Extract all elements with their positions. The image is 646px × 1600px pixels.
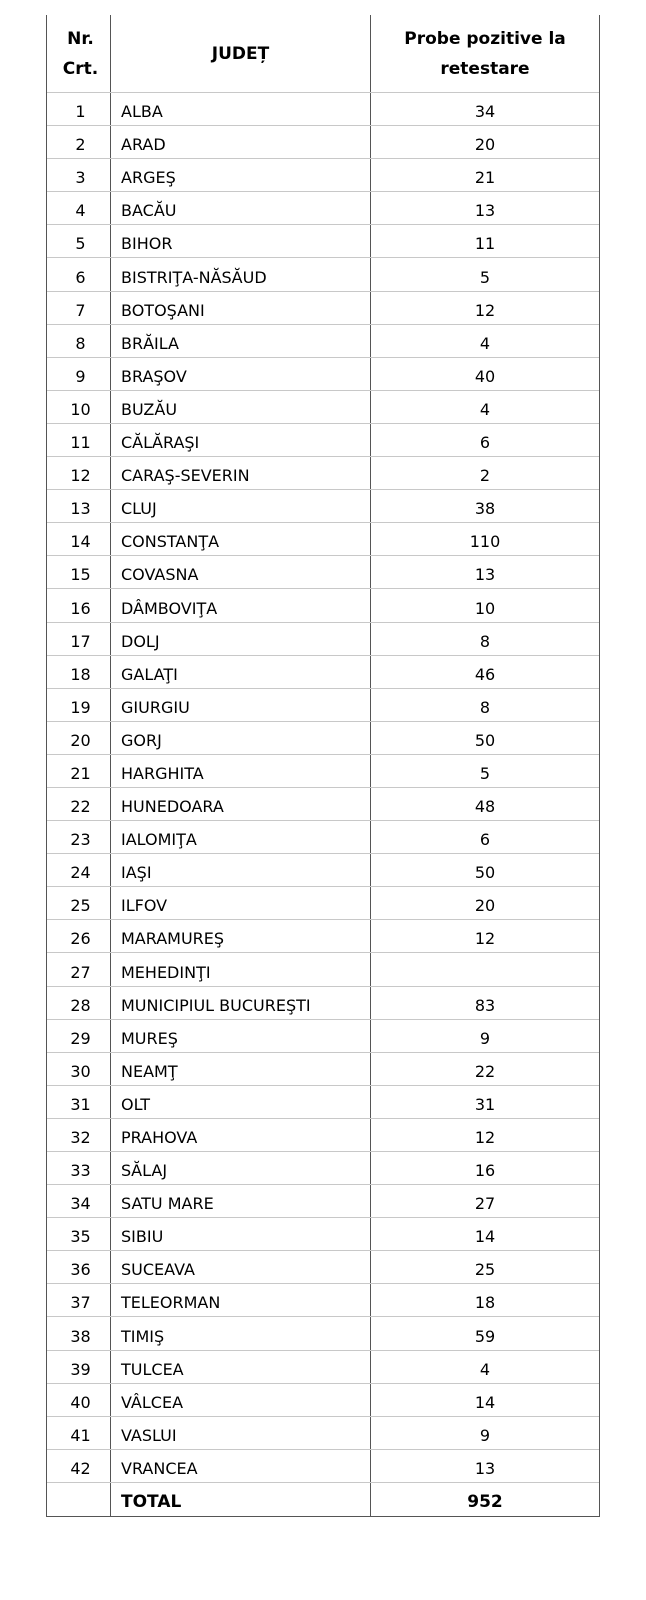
table-row (47, 357, 599, 390)
table-body (47, 92, 599, 1482)
row-nr: 4 (47, 192, 111, 224)
row-value: 6 (479, 433, 491, 453)
header-probe-line2: retestare (440, 58, 530, 79)
row-judet: TIMIŞ (111, 1317, 371, 1349)
table-row (47, 919, 599, 952)
row-nr: 14 (47, 523, 111, 555)
row-judet: MEHEDINŢI (111, 953, 371, 985)
row-judet: TELEORMAN (111, 1284, 371, 1316)
row-value: 13 (474, 201, 496, 221)
row-nr: 12 (47, 457, 111, 489)
header-nr-line2: Crt. (62, 58, 99, 79)
row-judet: CARAŞ-SEVERIN (111, 457, 371, 489)
table-row (47, 986, 599, 1019)
row-judet: DOLJ (111, 623, 371, 655)
table-row (47, 125, 599, 158)
table-row (47, 390, 599, 423)
row-judet: MUREŞ (111, 1020, 371, 1052)
row-judet: NEAMŢ (111, 1053, 371, 1085)
table-row (47, 191, 599, 224)
row-nr: 26 (47, 920, 111, 952)
table-row (47, 1019, 599, 1052)
row-value: 9 (479, 1028, 491, 1048)
row-judet: SATU MARE (111, 1185, 371, 1217)
table-row (47, 787, 599, 820)
row-judet: BUZĂU (111, 391, 371, 423)
table-row (47, 622, 599, 655)
row-value: 18 (474, 1293, 496, 1313)
row-nr: 8 (47, 325, 111, 357)
table-row (47, 1283, 599, 1316)
row-nr: 33 (47, 1152, 111, 1184)
row-value: 4 (479, 1359, 491, 1379)
row-judet: BRĂILA (111, 325, 371, 357)
header-judet-label: JUDEȚ (211, 43, 270, 64)
table-row (47, 224, 599, 257)
row-judet: BISTRIŢA-NĂSĂUD (111, 258, 371, 290)
table-row (47, 754, 599, 787)
row-judet: IAŞI (111, 854, 371, 886)
table-row (47, 1184, 599, 1217)
row-judet: GORJ (111, 722, 371, 754)
row-nr: 6 (47, 258, 111, 290)
row-value: 11 (474, 234, 496, 254)
row-nr: 1 (47, 93, 111, 125)
table-header (47, 15, 599, 92)
row-value: 31 (474, 1094, 496, 1114)
row-judet: TULCEA (111, 1351, 371, 1383)
row-judet: COVASNA (111, 556, 371, 588)
row-value: 83 (474, 995, 496, 1015)
row-nr: 21 (47, 755, 111, 787)
row-nr: 23 (47, 821, 111, 853)
row-judet: ALBA (111, 93, 371, 125)
table-row (47, 92, 599, 125)
row-judet: OLT (111, 1086, 371, 1118)
row-nr: 32 (47, 1119, 111, 1151)
header-nr-crt (47, 15, 111, 92)
row-value: 8 (479, 697, 491, 717)
row-judet: CONSTANŢA (111, 523, 371, 555)
row-nr: 28 (47, 987, 111, 1019)
header-judet (111, 15, 371, 92)
row-judet: CLUJ (111, 490, 371, 522)
row-judet: BRAŞOV (111, 358, 371, 390)
row-nr: 34 (47, 1185, 111, 1217)
row-judet: BIHOR (111, 225, 371, 257)
row-value: 50 (474, 863, 496, 883)
row-judet: GIURGIU (111, 689, 371, 721)
row-value: 12 (474, 929, 496, 949)
row-judet: CĂLĂRAŞI (111, 424, 371, 456)
row-nr: 20 (47, 722, 111, 754)
row-judet: PRAHOVA (111, 1119, 371, 1151)
row-value: 13 (474, 1458, 496, 1478)
row-value: 110 (469, 532, 501, 552)
table-row (47, 886, 599, 919)
row-value: 12 (474, 300, 496, 320)
row-nr: 24 (47, 854, 111, 886)
table-row (47, 688, 599, 721)
row-value: 25 (474, 1260, 496, 1280)
row-nr: 25 (47, 887, 111, 919)
table-row (47, 522, 599, 555)
row-nr: 37 (47, 1284, 111, 1316)
row-value: 16 (474, 1161, 496, 1181)
row-value: 12 (474, 1128, 496, 1147)
table-row (47, 655, 599, 688)
row-value: 34 (474, 102, 496, 122)
row-nr: 10 (47, 391, 111, 423)
row-value: 13 (474, 565, 496, 585)
row-judet: SIBIU (111, 1218, 371, 1250)
row-value: 27 (474, 1194, 496, 1214)
total-label: TOTAL (111, 1483, 371, 1516)
table-row (47, 1449, 599, 1482)
total-nr (47, 1483, 111, 1516)
table-row (47, 1250, 599, 1283)
row-judet: DÂMBOVIŢA (111, 589, 371, 621)
row-judet: VRANCEA (111, 1450, 371, 1482)
row-nr: 13 (47, 490, 111, 522)
row-nr: 16 (47, 589, 111, 621)
row-value: 40 (474, 366, 496, 386)
table-row (47, 158, 599, 191)
header-nr-line1: Nr. (67, 28, 94, 49)
table-row (47, 1085, 599, 1118)
row-judet: IALOMIŢA (111, 821, 371, 853)
row-value: 59 (474, 1326, 496, 1346)
table-row (47, 324, 599, 357)
row-nr: 9 (47, 358, 111, 390)
row-nr: 42 (47, 1450, 111, 1482)
row-judet: ILFOV (111, 887, 371, 919)
total-row (47, 1482, 599, 1516)
row-value: 9 (479, 1425, 491, 1445)
row-value: 14 (474, 1392, 496, 1412)
row-value: 14 (474, 1227, 496, 1247)
table-row (47, 853, 599, 886)
row-nr: 40 (47, 1384, 111, 1416)
row-judet: ARAD (111, 126, 371, 158)
row-nr: 19 (47, 689, 111, 721)
row-judet: BOTOŞANI (111, 292, 371, 324)
row-judet: HARGHITA (111, 755, 371, 787)
table-row (47, 1350, 599, 1383)
row-judet: VASLUI (111, 1417, 371, 1449)
row-nr: 17 (47, 623, 111, 655)
table-row (47, 1118, 599, 1151)
row-judet: ARGEŞ (111, 159, 371, 191)
row-nr: 2 (47, 126, 111, 158)
row-value: 21 (474, 168, 496, 188)
row-nr: 11 (47, 424, 111, 456)
table-row (47, 1151, 599, 1184)
row-value: 50 (474, 730, 496, 750)
table-row (47, 588, 599, 621)
row-nr: 38 (47, 1317, 111, 1349)
row-value: 22 (474, 1061, 496, 1081)
table-row (47, 489, 599, 522)
row-nr: 5 (47, 225, 111, 257)
table-row (47, 820, 599, 853)
row-judet: HUNEDOARA (111, 788, 371, 820)
row-value: 10 (474, 598, 496, 618)
row-judet: BACĂU (111, 192, 371, 224)
row-value: 6 (479, 830, 491, 850)
table-row (47, 456, 599, 489)
row-value: 5 (479, 763, 491, 783)
header-probe-line1: Probe pozitive la (404, 28, 566, 49)
row-value: 20 (474, 135, 496, 155)
row-nr: 35 (47, 1218, 111, 1250)
table-row (47, 721, 599, 754)
row-value: 46 (474, 664, 496, 684)
table-row (47, 1416, 599, 1449)
row-nr: 3 (47, 159, 111, 191)
row-judet: MUNICIPIUL BUCUREŞTI (111, 987, 371, 1019)
row-value: 4 (479, 333, 491, 353)
row-nr: 18 (47, 656, 111, 688)
row-judet: GALAŢI (111, 656, 371, 688)
total-value: 952 (467, 1491, 503, 1512)
table-row (47, 1316, 599, 1349)
row-nr: 29 (47, 1020, 111, 1052)
row-nr: 39 (47, 1351, 111, 1383)
row-judet: SĂLAJ (111, 1152, 371, 1184)
row-nr: 27 (47, 953, 111, 985)
row-value: 48 (474, 797, 496, 817)
table-row (47, 291, 599, 324)
row-value: 38 (474, 499, 496, 519)
row-judet: VÂLCEA (111, 1384, 371, 1416)
row-nr: 36 (47, 1251, 111, 1283)
row-value: 4 (479, 399, 491, 419)
table-row (47, 952, 599, 985)
row-value: 2 (479, 466, 491, 486)
row-value: 20 (474, 896, 496, 916)
table-row (47, 1052, 599, 1085)
row-value: 8 (479, 631, 491, 651)
row-judet: MARAMUREŞ (111, 920, 371, 952)
table-row (47, 1383, 599, 1416)
table-row (47, 257, 599, 290)
table-row (47, 423, 599, 456)
row-value: 5 (479, 267, 491, 287)
table-row (47, 555, 599, 588)
header-probe (371, 15, 599, 92)
row-nr: 15 (47, 556, 111, 588)
row-nr: 31 (47, 1086, 111, 1118)
row-judet: SUCEAVA (111, 1251, 371, 1283)
row-value (371, 953, 599, 985)
table-row (47, 1217, 599, 1250)
results-table (46, 15, 600, 1517)
row-nr: 7 (47, 292, 111, 324)
row-nr: 22 (47, 788, 111, 820)
row-nr: 41 (47, 1417, 111, 1449)
row-nr: 30 (47, 1053, 111, 1085)
